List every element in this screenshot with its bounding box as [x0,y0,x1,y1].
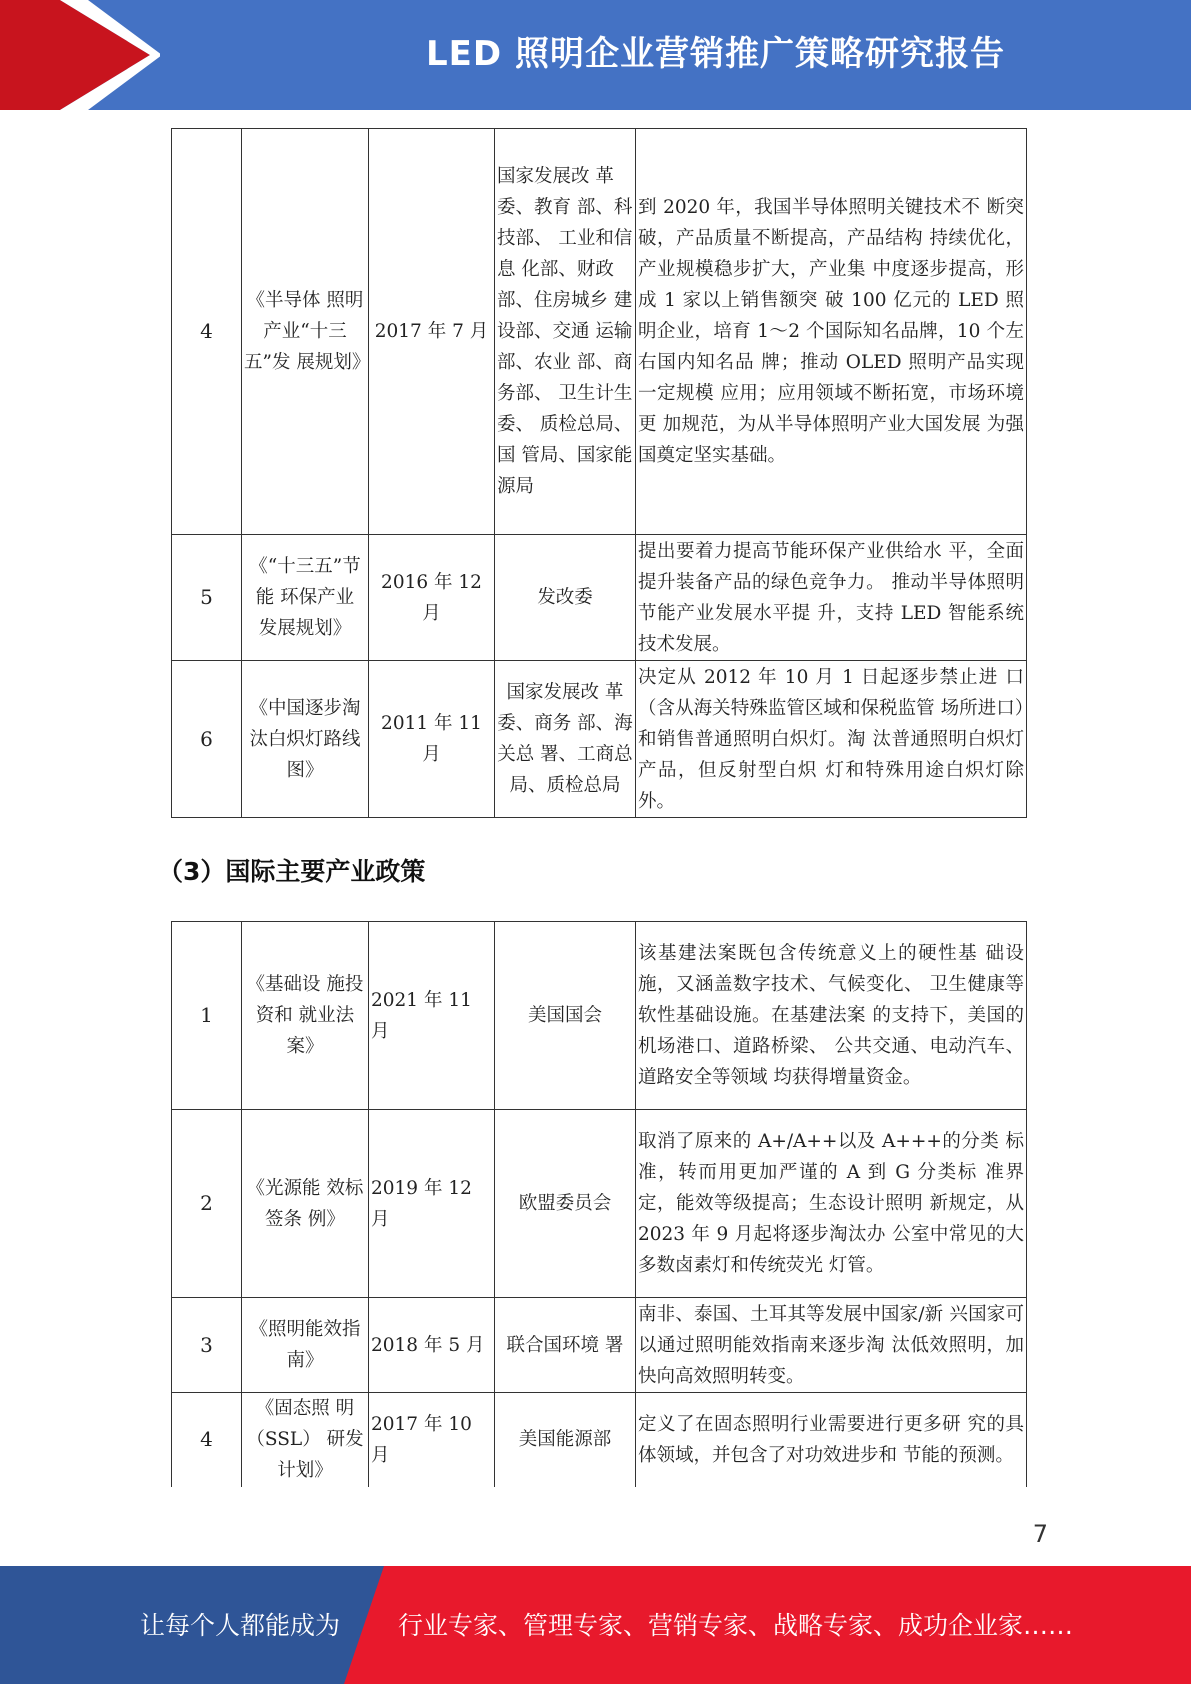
policy-name: 《光源能 效标签条 例》 [242,1110,369,1298]
row-number: 4 [172,1393,242,1487]
row-number: 5 [172,535,242,661]
issue-date: 2016 年 12 月 [369,535,495,661]
domestic-policy-table [171,128,1027,818]
table-row [172,661,1027,818]
issue-date: 2017 年 7 月 [369,129,495,535]
row-number: 4 [172,129,242,535]
policy-description: 南非、泰国、土耳其等发展中国家/新 兴国家可以通过照明能效指南来逐步淘 汰低效照明，加快向高效照明转变。 [636,1298,1027,1393]
table-row [172,922,1027,1110]
issuing-department: 国家发展改 革委、商务 部、海关总 署、工商总 局、质检总局 [495,661,636,818]
issuing-department: 发改委 [495,535,636,661]
row-number: 3 [172,1298,242,1393]
issue-date: 2021 年 11 月 [369,922,495,1110]
issuing-department: 欧盟委员会 [495,1110,636,1298]
issue-date: 2017 年 10 月 [369,1393,495,1487]
footer-slogan-left: 让每个人都能成为 [140,1611,341,1640]
policy-description: 取消了原来的 A+/A++以及 A+++的分类 标准，转而用更加严谨的 A 到 G 分类标 准界定，能效等级提高；生态设计照明 新规定，从 2023 年 9 月起将逐步淘汰办 公室中常见的大多数卤素灯和传统荧光 灯管。 [636,1110,1027,1298]
table-row [172,1298,1027,1393]
table-row [172,535,1027,661]
policy-description: 该基建法案既包含传统意义上的硬性基 础设施，又涵盖数字技术、气候变化、 卫生健康等软性基础设施。在基建法案 的支持下，美国的机场港口、道路桥梁、 公共交通、电动汽车、道路安全等领域 均获得增量资金。 [636,922,1027,1110]
policy-name: 《基础设 施投资和 就业法案》 [242,922,369,1110]
page-footer [0,1566,1191,1684]
issue-date: 2011 年 11 月 [369,661,495,818]
table-row [172,1110,1027,1298]
table-row [172,129,1027,535]
issue-date: 2019 年 12 月 [369,1110,495,1298]
report-title: LED 照明企业营销推广策略研究报告 [426,34,1005,74]
policy-description: 到 2020 年，我国半导体照明关键技术不 断突破，产品质量不断提高，产品结构 持续优化，产业规模稳步扩大，产业集 中度逐步提高，形成 1 家以上销售额突 破 100 亿元的 LED 照明企业，培育 1～2 个国际知名品牌，10 个左右国内知名品 牌；推动 OLED 照明产品实现一定规模 应用；应用领域不断拓宽，市场环境更 加规范，为从半导体照明产业大国发展 为强国奠定坚实基础。 [636,129,1027,535]
policy-name: 《“十三五”节能 环保产业 发展规划》 [242,535,369,661]
table-row [172,1393,1027,1487]
footer-slogan-right: 行业专家、管理专家、营销专家、战略专家、成功企业家…… [398,1611,1074,1640]
page-number: 7 [1032,1520,1048,1548]
page-header [0,0,1191,110]
issuing-department: 联合国环境 署 [495,1298,636,1393]
header-chevron-decoration [0,0,160,110]
policy-description: 定义了在固态照明行业需要进行更多研 究的具体领域，并包含了对功效进步和 节能的预测。 [636,1393,1027,1487]
policy-name: 《中国逐步淘汰白炽灯路线图》 [242,661,369,818]
row-number: 2 [172,1110,242,1298]
international-policy-table [171,921,1027,1487]
issuing-department: 美国国会 [495,922,636,1110]
policy-description: 决定从 2012 年 10 月 1 日起逐步禁止进 口（含从海关特殊监管区域和保税监管 场所进口）和销售普通照明白炽灯。淘 汰普通照明白炽灯产品，但反射型白炽 灯和特殊用途白炽灯除外。 [636,661,1027,818]
policy-description: 提出要着力提高节能环保产业供给水 平，全面提升装备产品的绿色竞争力。 推动半导体照明节能产业发展水平提 升，支持 LED 智能系统技术发展。 [636,535,1027,661]
issuing-department: 美国能源部 [495,1393,636,1487]
issue-date: 2018 年 5 月 [369,1298,495,1393]
issuing-department: 国家发展改 革委、教育 部、科技部、 工业和信息 化部、财政 部、住房城乡 建设部、交通 运输部、农业 部、商务部、 卫生计生委、 质检总局、国 管局、国家能 源局 [495,129,636,535]
row-number: 1 [172,922,242,1110]
policy-name: 《照明能效指南》 [242,1298,369,1393]
row-number: 6 [172,661,242,818]
policy-name: 《固态照 明（SSL） 研发计划》 [242,1393,369,1487]
policy-name: 《半导体 照明产业“十三五”发 展规划》 [242,129,369,535]
section-heading: （3）国际主要产业政策 [158,857,426,886]
